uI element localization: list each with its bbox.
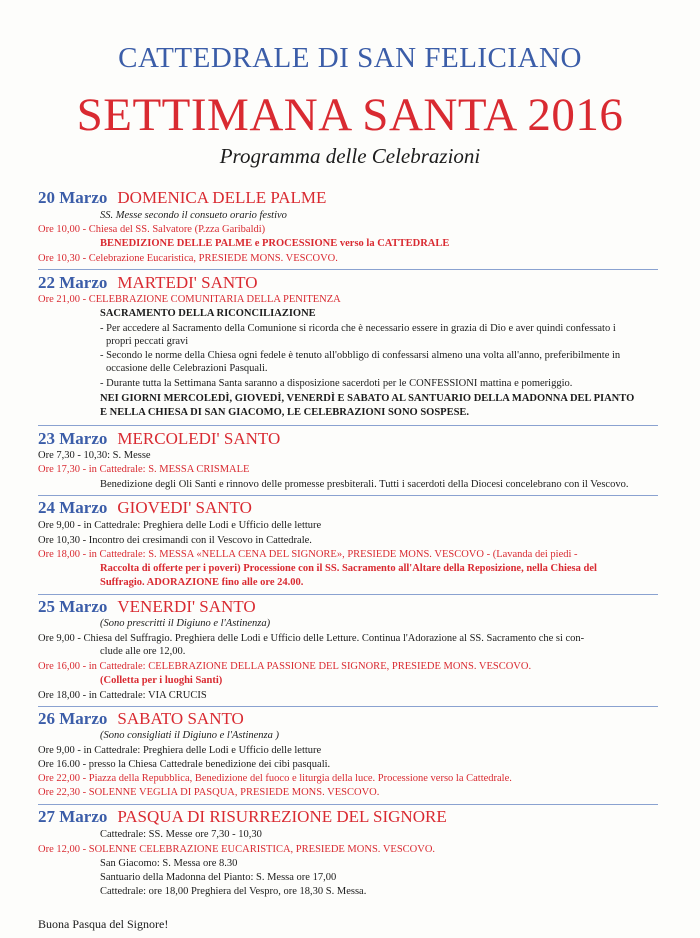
day-date: 24 Marzo [38, 498, 108, 517]
footer-greeting: Buona Pasqua del Signore! [38, 917, 169, 931]
section-divider [38, 804, 658, 805]
schedule-line: Santuario della Madonna del Pianto: S. Messa ore 17,00 [100, 872, 337, 883]
schedule-line: clude alle ore 12,00. [100, 646, 186, 657]
schedule-line: SS. Messe secondo il consueto orario festivo [100, 210, 287, 221]
day-name: SABATO SANTO [117, 709, 244, 728]
page-title: SETTIMANA SANTA 2016 [76, 89, 624, 141]
page-subtitle: Programma delle Celebrazioni [219, 144, 481, 168]
day-name: GIOVEDI' SANTO [117, 498, 252, 517]
schedule-line: Cattedrale: ore 18,00 Preghiera del Vespro, ore 18,30 S. Messa. [100, 886, 367, 897]
schedule-line: Ore 10,30 - Celebrazione Eucaristica, PRESIEDE MONS. VESCOVO. [38, 253, 338, 264]
day-heading [38, 273, 257, 293]
schedule-line: SACRAMENTO DELLA RICONCILIAZIONE [100, 308, 316, 319]
schedule-line: Ore 22,00 - Piazza della Repubblica, Benedizione del fuoco e liturgia della luce. Processione verso la Cattedrale. [38, 773, 512, 784]
schedule-line: Ore 9,00 - in Cattedrale: Preghiera delle Lodi e Ufficio delle letture [38, 745, 322, 756]
day-name: MERCOLEDI' SANTO [117, 429, 281, 448]
day-heading [38, 597, 256, 617]
church-name: CATTEDRALE DI SAN FELICIANO [118, 42, 582, 74]
schedule-line: - Per accedere al Sacramento della Comunione si ricorda che è necessario essere in grazia di Dio e aver quindi confessato i [100, 323, 616, 334]
schedule-line: San Giacomo: S. Messa ore 8.30 [100, 858, 238, 869]
schedule-line: NEI GIORNI MERCOLEDÌ, GIOVEDÌ, VENERDÌ E SABATO AL SANTUARIO DELLA MADONNA DEL PIANTO [100, 393, 635, 404]
schedule-line: Ore 22,30 - SOLENNE VEGLIA DI PASQUA, PRESIEDE MONS. VESCOVO. [38, 787, 380, 798]
day-heading [38, 188, 326, 208]
day-name: DOMENICA DELLE PALME [117, 188, 327, 207]
section-divider [38, 495, 658, 496]
section-divider [38, 594, 658, 595]
schedule-line: Benedizione degli Oli Santi e rinnovo delle promesse presbiterali. Tutti i sacerdoti della Diocesi concelebrano con il Vescovo. [100, 479, 629, 490]
schedule-line: Ore 10,30 - Incontro dei cresimandi con il Vescovo in Cattedrale. [38, 535, 312, 546]
day-name: MARTEDI' SANTO [117, 273, 258, 292]
day-name: VENERDI' SANTO [117, 597, 256, 616]
section-divider [38, 706, 658, 707]
schedule-line: (Colletta per i luoghi Santi) [100, 675, 223, 686]
day-name: PASQUA DI RISURREZIONE DEL SIGNORE [117, 807, 447, 826]
schedule-line: Ore 7,30 - 10,30: S. Messe [38, 450, 151, 461]
schedule-line: propri peccati gravi [106, 336, 189, 347]
schedule-line: Ore 12,00 - SOLENNE CELEBRAZIONE EUCARISTICA, PRESIEDE MONS. VESCOVO. [38, 844, 436, 855]
day-heading [38, 498, 252, 518]
schedule-line: Cattedrale: SS. Messe ore 7,30 - 10,30 [100, 829, 262, 840]
schedule-line: Ore 16,00 - in Cattedrale: CELEBRAZIONE DELLA PASSIONE DEL SIGNORE, PRESIEDE MONS. VESCOVO. [38, 661, 532, 672]
schedule-line: Ore 9,00 - Chiesa del Suffragio. Preghiera delle Lodi e Ufficio delle Letture. Continua l'Adorazione al SS. Sacramento che si con- [38, 633, 585, 644]
schedule-line: Ore 17,30 - in Cattedrale: S. MESSA CRISMALE [38, 464, 250, 475]
schedule-line: Ore 18,00 - in Cattedrale: S. MESSA «NELLA CENA DEL SIGNORE», PRESIEDE MONS. VESCOVO - (Lavanda dei piedi - [38, 549, 578, 560]
schedule-line: occasione delle Celebrazioni Pasquali. [106, 363, 268, 374]
schedule-line: - Secondo le norme della Chiesa ogni fedele è tenuto all'obbligo di confessarsi almeno una volta all'anno, preferibilmente in [100, 350, 621, 361]
schedule-line: BENEDIZIONE DELLE PALME e PROCESSIONE verso la CATTEDRALE [100, 238, 450, 249]
day-date: 25 Marzo [38, 597, 108, 616]
day-heading [38, 429, 280, 449]
day-date: 20 Marzo [38, 188, 108, 207]
day-date: 26 Marzo [38, 709, 108, 728]
day-date: 23 Marzo [38, 429, 108, 448]
day-heading [38, 807, 447, 827]
day-date: 22 Marzo [38, 273, 108, 292]
schedule-line: Ore 9,00 - in Cattedrale: Preghiera delle Lodi e Ufficio delle letture [38, 520, 322, 531]
day-heading [38, 709, 244, 729]
section-divider [38, 269, 658, 270]
schedule-line: Raccolta di offerte per i poveri) Processione con il SS. Sacramento all'Altare della Reposizione, nella Chiesa del [100, 563, 597, 574]
schedule-line: Suffragio. ADORAZIONE fino alle ore 24.00. [100, 577, 304, 588]
schedule-line: Ore 10,00 - Chiesa del SS. Salvatore (P.zza Garibaldi) [38, 224, 266, 235]
schedule-line: - Durante tutta la Settimana Santa saranno a disposizione sacerdoti per le CONFESSIONI mattina e pomeriggio. [100, 378, 573, 389]
day-date: 27 Marzo [38, 807, 108, 826]
schedule-line: Ore 16.00 - presso la Chiesa Cattedrale benedizione dei cibi pasquali. [38, 759, 331, 770]
section-divider [38, 425, 658, 426]
schedule-line: (Sono consigliati il Digiuno e l'Astinenza ) [100, 730, 279, 741]
schedule-line: Ore 18,00 - in Cattedrale: VIA CRUCIS [38, 690, 207, 701]
schedule-line: Ore 21,00 - CELEBRAZIONE COMUNITARIA DELLA PENITENZA [38, 294, 341, 305]
schedule-line: E NELLA CHIESA DI SAN GIACOMO, LE CELEBRAZIONI SONO SOSPESE. [100, 407, 470, 418]
schedule-line: (Sono prescritti il Digiuno e l'Astinenza) [100, 618, 271, 629]
